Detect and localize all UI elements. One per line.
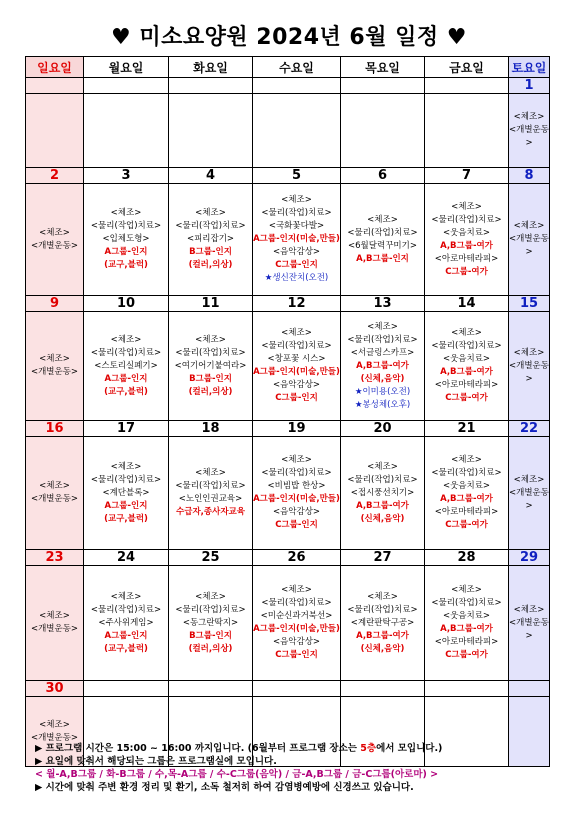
day-number: 28 [425,550,509,566]
schedule-line: ★봉성체(오후) [354,399,411,410]
day-schedule-cell [26,566,84,681]
schedule-line: C그룹-여가 [445,520,488,530]
schedule-line: <체조> [451,201,482,212]
schedule-line: <체조> [513,604,545,615]
day-schedule-cell [26,312,84,421]
schedule-line: <개별운동> [509,234,549,257]
day-schedule-cell [84,94,169,168]
schedule-line: <개별운동> [30,494,79,504]
calendar-body [26,78,550,767]
schedule-line: <웃음치료> [442,354,491,364]
weekday-header: 화요일 [169,57,253,78]
schedule-line: <개별운동> [30,240,79,251]
day-number: 23 [26,550,84,566]
schedule-line: C그룹-인지 [275,520,318,530]
week-body-row [26,312,550,421]
week-number-row [26,681,550,697]
day-schedule-cell [341,312,425,421]
weekday-header-row [26,57,550,78]
week-number-row [26,78,550,94]
schedule-line: <물리(작업)치료> [90,604,162,615]
schedule-line: <물리(작업)치료> [431,214,502,225]
day-schedule-cell [425,566,509,681]
day-schedule-cell [169,566,253,681]
schedule-line: <노인인권교육> [178,494,243,504]
weekday-header: 수요일 [253,57,341,78]
schedule-line: (교구,블럭) [104,386,148,397]
schedule-line: <웃음치료> [442,611,491,621]
schedule-line: A,B그룹-여가 [440,367,493,377]
schedule-line: B그룹-인지 [189,247,232,257]
calendar-table [25,56,550,767]
day-number: 26 [253,550,341,566]
schedule-line: <체조> [513,221,545,231]
day-schedule-cell [341,94,425,168]
day-schedule-cell [26,94,84,168]
schedule-line: <체조> [451,328,482,338]
day-schedule-cell [84,566,169,681]
schedule-line: 수급자,종사자교육 [176,507,245,517]
day-number [509,681,550,697]
day-schedule-cell [425,184,509,296]
day-number: 3 [84,168,169,184]
day-number: 18 [169,421,253,437]
schedule-line: <물리(작업)치료> [90,347,162,358]
day-number [169,681,253,697]
schedule-line: <비빔밥 한상> [267,481,326,491]
weekday-header: 월요일 [84,57,169,78]
day-schedule-cell [509,566,550,681]
day-number: 20 [341,421,425,437]
day-number [341,681,425,697]
schedule-line: <아로마테라피> [434,637,499,647]
schedule-line: ★생신잔치(오전) [264,273,329,283]
schedule-line: A,B그룹-여가 [440,494,493,504]
day-schedule-cell [341,184,425,296]
schedule-line: <음악감상> [272,507,321,517]
schedule-line: A,B그룹-인지 [356,253,409,264]
schedule-line: <계란판탁구공> [350,617,415,628]
schedule-line: (신체,음악) [360,373,405,384]
schedule-line: A그룹-인지(미술,만들) [253,494,340,504]
schedule-line: <창포꽃 시스> [267,354,326,364]
schedule-line: (교구,블럭) [104,260,148,270]
schedule-line: ★이미용(오전) [354,386,411,397]
week-body-row [26,94,550,168]
schedule-line: C그룹-인지 [275,393,318,403]
schedule-line: <체조> [367,461,398,472]
schedule-line: <체조> [195,591,226,602]
schedule-line: <체조> [39,354,70,364]
day-number: 12 [253,296,341,312]
day-number: 15 [509,296,550,312]
day-schedule-cell [509,437,550,550]
note-line-group-schedule [35,768,565,781]
schedule-line: <웃음치료> [442,481,491,491]
day-schedule-cell [169,437,253,550]
note-time-text: ▶ 프로그램 시간은 15:00 ~ 16:00 까지입니다. (6월부터 프로그램 장소는 [35,743,361,754]
schedule-line: <물리(작업)치료> [261,208,332,218]
schedule-line: <체조> [281,585,312,595]
schedule-line: <아로마테라피> [434,380,499,390]
schedule-line: A,B그룹-여가 [356,630,409,641]
schedule-line: <물리(작업)치료> [175,221,246,231]
day-schedule-cell [253,184,341,296]
schedule-line: B그룹-인지 [189,373,232,384]
day-number: 13 [341,296,425,312]
day-number: 1 [509,78,550,94]
schedule-line: <체조> [110,461,142,472]
schedule-line: <물리(작업)치료> [175,481,246,491]
day-number: 16 [26,421,84,437]
day-schedule-cell [509,312,550,421]
schedule-line: <피리잡기> [186,234,235,244]
schedule-line: <체조> [281,328,312,338]
week-number-row [26,296,550,312]
schedule-line: <물리(작업)치료> [431,468,502,478]
schedule-line: <체조> [513,474,545,485]
day-schedule-cell [341,566,425,681]
schedule-line: A그룹-인지 [104,500,148,511]
day-number [169,78,253,94]
day-schedule-cell [26,437,84,550]
schedule-line: B그룹-인지 [189,630,232,641]
schedule-line: <물리(작업)치료> [431,598,502,608]
schedule-line: C그룹-인지 [275,650,318,660]
note-time-text-end: 에서 모입니다.) [376,743,443,754]
schedule-line: <물리(작업)치료> [261,598,332,608]
schedule-line: <체조> [195,334,226,345]
day-schedule-cell [509,184,550,296]
day-number: 8 [509,168,550,184]
schedule-line: <체조> [513,347,545,358]
schedule-line: <물리(작업)치료> [431,341,502,351]
schedule-line: <개별운동> [509,617,549,641]
weekday-header: 일요일 [26,57,84,78]
day-number [425,681,509,697]
schedule-line: <물리(작업)치료> [347,604,418,615]
day-schedule-cell [84,437,169,550]
note-floor-highlight: 5층 [360,743,377,754]
day-number: 14 [425,296,509,312]
day-schedule-cell [509,94,550,168]
schedule-line: <물리(작업)치료> [90,474,162,485]
schedule-line: A그룹-인지(미술,만들) [253,367,340,377]
day-number: 10 [84,296,169,312]
schedule-line: <서글링스카프> [350,347,415,358]
schedule-line: <음악감상> [272,380,321,390]
schedule-line: (컬러,의상) [188,386,233,397]
schedule-line: <체조> [367,214,398,225]
day-number: 24 [84,550,169,566]
schedule-line: <물리(작업)치료> [347,334,418,345]
weekday-header: 목요일 [341,57,425,78]
day-schedule-cell [84,184,169,296]
schedule-line: <계단블록> [102,487,150,498]
day-number: 2 [26,168,84,184]
schedule-line: <체조> [281,455,312,465]
day-number: 29 [509,550,550,566]
schedule-line: <여기어기붙여라> [174,360,247,371]
schedule-line: <체조> [367,591,398,602]
day-number: 9 [26,296,84,312]
week-number-row [26,168,550,184]
day-number: 30 [26,681,84,697]
schedule-line: A그룹-인지(미술,만들) [253,624,340,634]
schedule-line: <체조> [451,455,482,465]
schedule-line: A,B그룹-여가 [440,624,493,634]
day-number [253,681,341,697]
day-schedule-cell [253,94,341,168]
schedule-line: <체조> [39,611,70,621]
schedule-line: <주사위게임> [98,617,154,628]
day-schedule-cell [169,184,253,296]
weekday-header: 금요일 [425,57,509,78]
schedule-line: <체조> [110,591,142,602]
schedule-line: <체조> [513,112,545,122]
day-number [26,78,84,94]
schedule-line: (교구,블럭) [104,513,148,524]
day-schedule-cell [26,184,84,296]
day-number: 25 [169,550,253,566]
schedule-line: <체조> [195,468,226,478]
schedule-line: <접시풍선치기> [350,487,415,498]
schedule-line: C그룹-여가 [445,393,488,403]
schedule-line: <6월달력꾸미기> [348,240,417,251]
note-line-time [35,742,565,755]
schedule-line: (컬러,의상) [188,260,233,270]
weekday-header: 토요일 [509,57,550,78]
schedule-line: <스토리실폐기> [94,360,158,371]
day-schedule-cell [84,312,169,421]
schedule-line: A,B그룹-여가 [356,360,409,371]
schedule-line: <체조> [110,208,142,218]
schedule-line: <체조> [39,719,70,730]
schedule-line: <개별운동> [30,624,79,634]
day-number: 27 [341,550,425,566]
week-body-row [26,566,550,681]
schedule-line: <체조> [367,321,398,332]
schedule-line: <물리(작업)치료> [261,341,332,351]
day-schedule-cell [253,437,341,550]
day-schedule-cell [253,312,341,421]
day-schedule-cell [169,94,253,168]
schedule-line: <물리(작업)치료> [175,604,246,615]
schedule-line: <체조> [281,195,312,205]
schedule-line: <개별운동> [509,360,549,384]
schedule-line: <개별운동> [509,487,549,511]
day-number [253,78,341,94]
schedule-line: <물리(작업)치료> [347,227,418,238]
day-number [341,78,425,94]
schedule-line: C그룹-여가 [445,650,488,660]
schedule-line: <물리(작업)치료> [175,347,246,358]
schedule-line: A그룹-인지 [104,373,148,384]
schedule-line: <음악감상> [272,637,321,647]
day-number: 6 [341,168,425,184]
note-line-hygiene: ▶ 시간에 맞춰 주변 환경 정리 및 환기, 소독 철저히 하여 감염병예방에 신경쓰고 있습니다. [35,782,414,793]
week-body-row [26,437,550,550]
schedule-line: <동그란딱지> [182,617,239,628]
schedule-line: <체조> [195,208,226,218]
schedule-line: <개별운동> [30,732,79,743]
day-number: 22 [509,421,550,437]
schedule-line: <웃음치료> [442,227,491,238]
schedule-line: <국화꽃다발> [268,221,325,231]
schedule-line: C그룹-여가 [445,266,488,277]
page-title: ♥ 미소요양원 2024년 6월 일정 ♥ [110,25,468,50]
schedule-line: <음악감상> [272,247,321,257]
day-schedule-cell [425,437,509,550]
schedule-line: A그룹-인지(미술,만들) [253,234,340,244]
schedule-line: <물리(작업)치료> [261,468,332,478]
schedule-line: <체조> [451,585,482,595]
day-number: 5 [253,168,341,184]
schedule-line: (신체,음악) [360,643,405,654]
day-schedule-cell [425,312,509,421]
group-schedule-text: < 월-A,B그룹 / 화-B그룹 / 수,목-A그룹 / 수-C그룹(음악) / 금-A,B그룹 / 금-C그룹(아로마) > [35,769,439,780]
week-number-row [26,550,550,566]
schedule-line: A,B그룹-여가 [440,240,493,251]
day-number: 7 [425,168,509,184]
schedule-line: C그룹-인지 [275,260,318,270]
day-schedule-cell [341,437,425,550]
schedule-line: <개별운동> [509,125,549,148]
day-number: 4 [169,168,253,184]
schedule-line: <개별운동> [30,367,79,377]
schedule-line: <아로마테라피> [434,253,499,264]
schedule-line: <아로마테라피> [434,507,499,517]
week-number-row [26,421,550,437]
day-schedule-cell [169,312,253,421]
schedule-line: <체조> [110,334,142,345]
schedule-line: <입체도형> [102,234,150,244]
day-number: 21 [425,421,509,437]
day-schedule-cell [253,566,341,681]
day-number: 19 [253,421,341,437]
schedule-line: (신체,음악) [360,513,405,524]
day-number [84,681,169,697]
schedule-line: <물리(작업)치료> [347,474,418,485]
day-schedule-cell [425,94,509,168]
schedule-line: <체조> [39,481,70,491]
day-number: 11 [169,296,253,312]
schedule-line: <체조> [39,227,70,238]
week-body-row [26,184,550,296]
schedule-line: (교구,블럭) [104,643,148,654]
schedule-line: A그룹-인지 [104,247,148,257]
schedule-line: A,B그룹-여가 [356,500,409,511]
schedule-line: (컬러,의상) [188,643,233,654]
day-number: 17 [84,421,169,437]
notes-section [35,742,565,794]
day-number [84,78,169,94]
day-number [425,78,509,94]
schedule-line: <미순신과거북선> [260,611,333,621]
schedule-line: <물리(작업)치료> [90,221,162,231]
schedule-line: A그룹-인지 [104,630,148,641]
note-line-groups: ▶ 요일에 맞춰서 해당되는 그룹은 프로그램실에 모입니다. [35,756,277,767]
